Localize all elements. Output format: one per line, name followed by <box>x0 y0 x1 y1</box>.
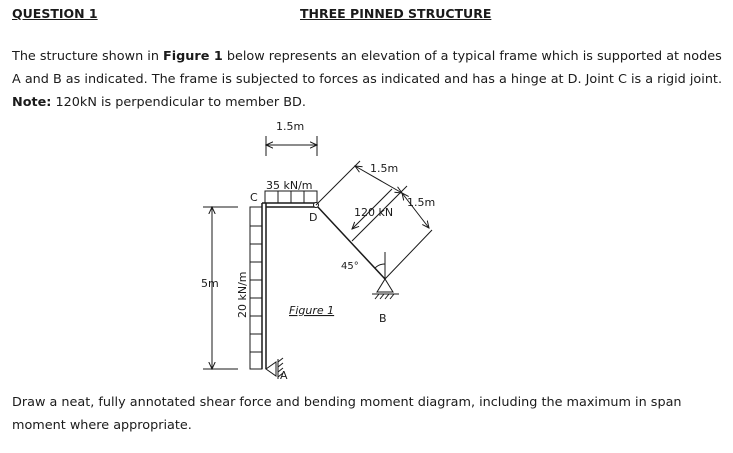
top-udl-label: 35 kN/m <box>266 179 313 192</box>
top-dimension-label: 1.5m <box>276 120 305 133</box>
angle-label: 45° <box>341 261 359 272</box>
note-text: 120kN is perpendicular to member BD. <box>51 95 306 110</box>
diagonal-dimension-label-1: 1.5m <box>370 162 399 175</box>
diagonal-dimension-label-2: 1.5m <box>407 196 436 209</box>
question-title: THREE PINNED STRUCTURE <box>300 6 492 21</box>
node-c-label: C <box>250 191 258 204</box>
intro-text-1: The structure shown in <box>12 49 163 64</box>
figure-reference: Figure 1 <box>163 49 223 64</box>
task-paragraph: Draw a neat, fully annotated shear force and bending moment diagram, including the maximum in span moment where appropriate. <box>12 395 682 433</box>
question-label: QUESTION 1 <box>12 6 98 21</box>
note-label: Note: <box>12 95 52 110</box>
figure-caption: Figure 1 <box>289 304 335 317</box>
node-b-label: B <box>379 312 387 325</box>
frame-members <box>262 203 385 369</box>
top-udl <box>265 191 317 203</box>
left-udl <box>250 207 262 369</box>
angle-marker <box>375 252 385 279</box>
point-load-label: 120 kN <box>354 206 394 219</box>
height-dimension-label: 5m <box>201 277 219 290</box>
top-dimension <box>266 136 317 156</box>
intro-text-2: below represents an elevation of a typical frame which is supported at nodes A and B as indicated. The frame is subjected to forces as indicated and has a hinge at D. Joint C is a rigid joint. <box>12 49 723 87</box>
node-d-label: D <box>309 211 318 224</box>
diagonal-dimension <box>316 161 432 279</box>
node-a-label: A <box>280 369 288 382</box>
left-udl-label: 20 kN/m <box>236 271 249 318</box>
pin-support-b <box>372 279 399 299</box>
